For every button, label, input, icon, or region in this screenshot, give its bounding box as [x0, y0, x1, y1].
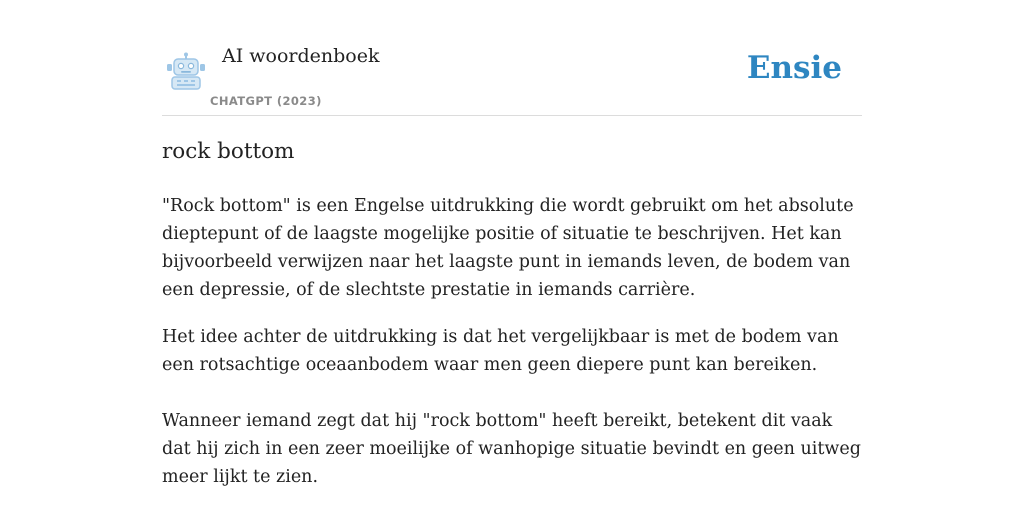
brand-logo[interactable]: Ensie — [746, 50, 842, 86]
source-label: CHATGPT (2023) — [210, 94, 322, 108]
definition-paragraph: Wanneer iemand zegt dat hij "rock bottom" heeft bereikt, betekent dit vaak dat hij zich in een zeer moeilijke of wanhopige situatie bevindt en geen uitweg meer lijkt te zien. — [162, 411, 861, 487]
robot-icon — [166, 52, 206, 90]
definition-paragraph: Het idee achter de uitdrukking is dat het vergelijkbaar is met de bodem van een rotsachtige oceaanbodem waar men geen diepere punt kan bereiken. — [162, 327, 839, 375]
definition-paragraph: "Rock bottom" is een Engelse uitdrukking die wordt gebruikt om het absolute dieptepunt of de laagste mogelijke positie of situatie te beschrijven. Het kan bijvoorbeeld verwijzen naar het laagste punt in iemands leven, de bodem van een depressie, of de slechtste prestatie in iemands carrière. — [162, 196, 854, 300]
entry-term: rock bottom — [162, 139, 295, 164]
entry-definition — [162, 192, 862, 491]
dictionary-title[interactable]: AI woordenboek — [222, 45, 380, 67]
header — [162, 0, 862, 116]
